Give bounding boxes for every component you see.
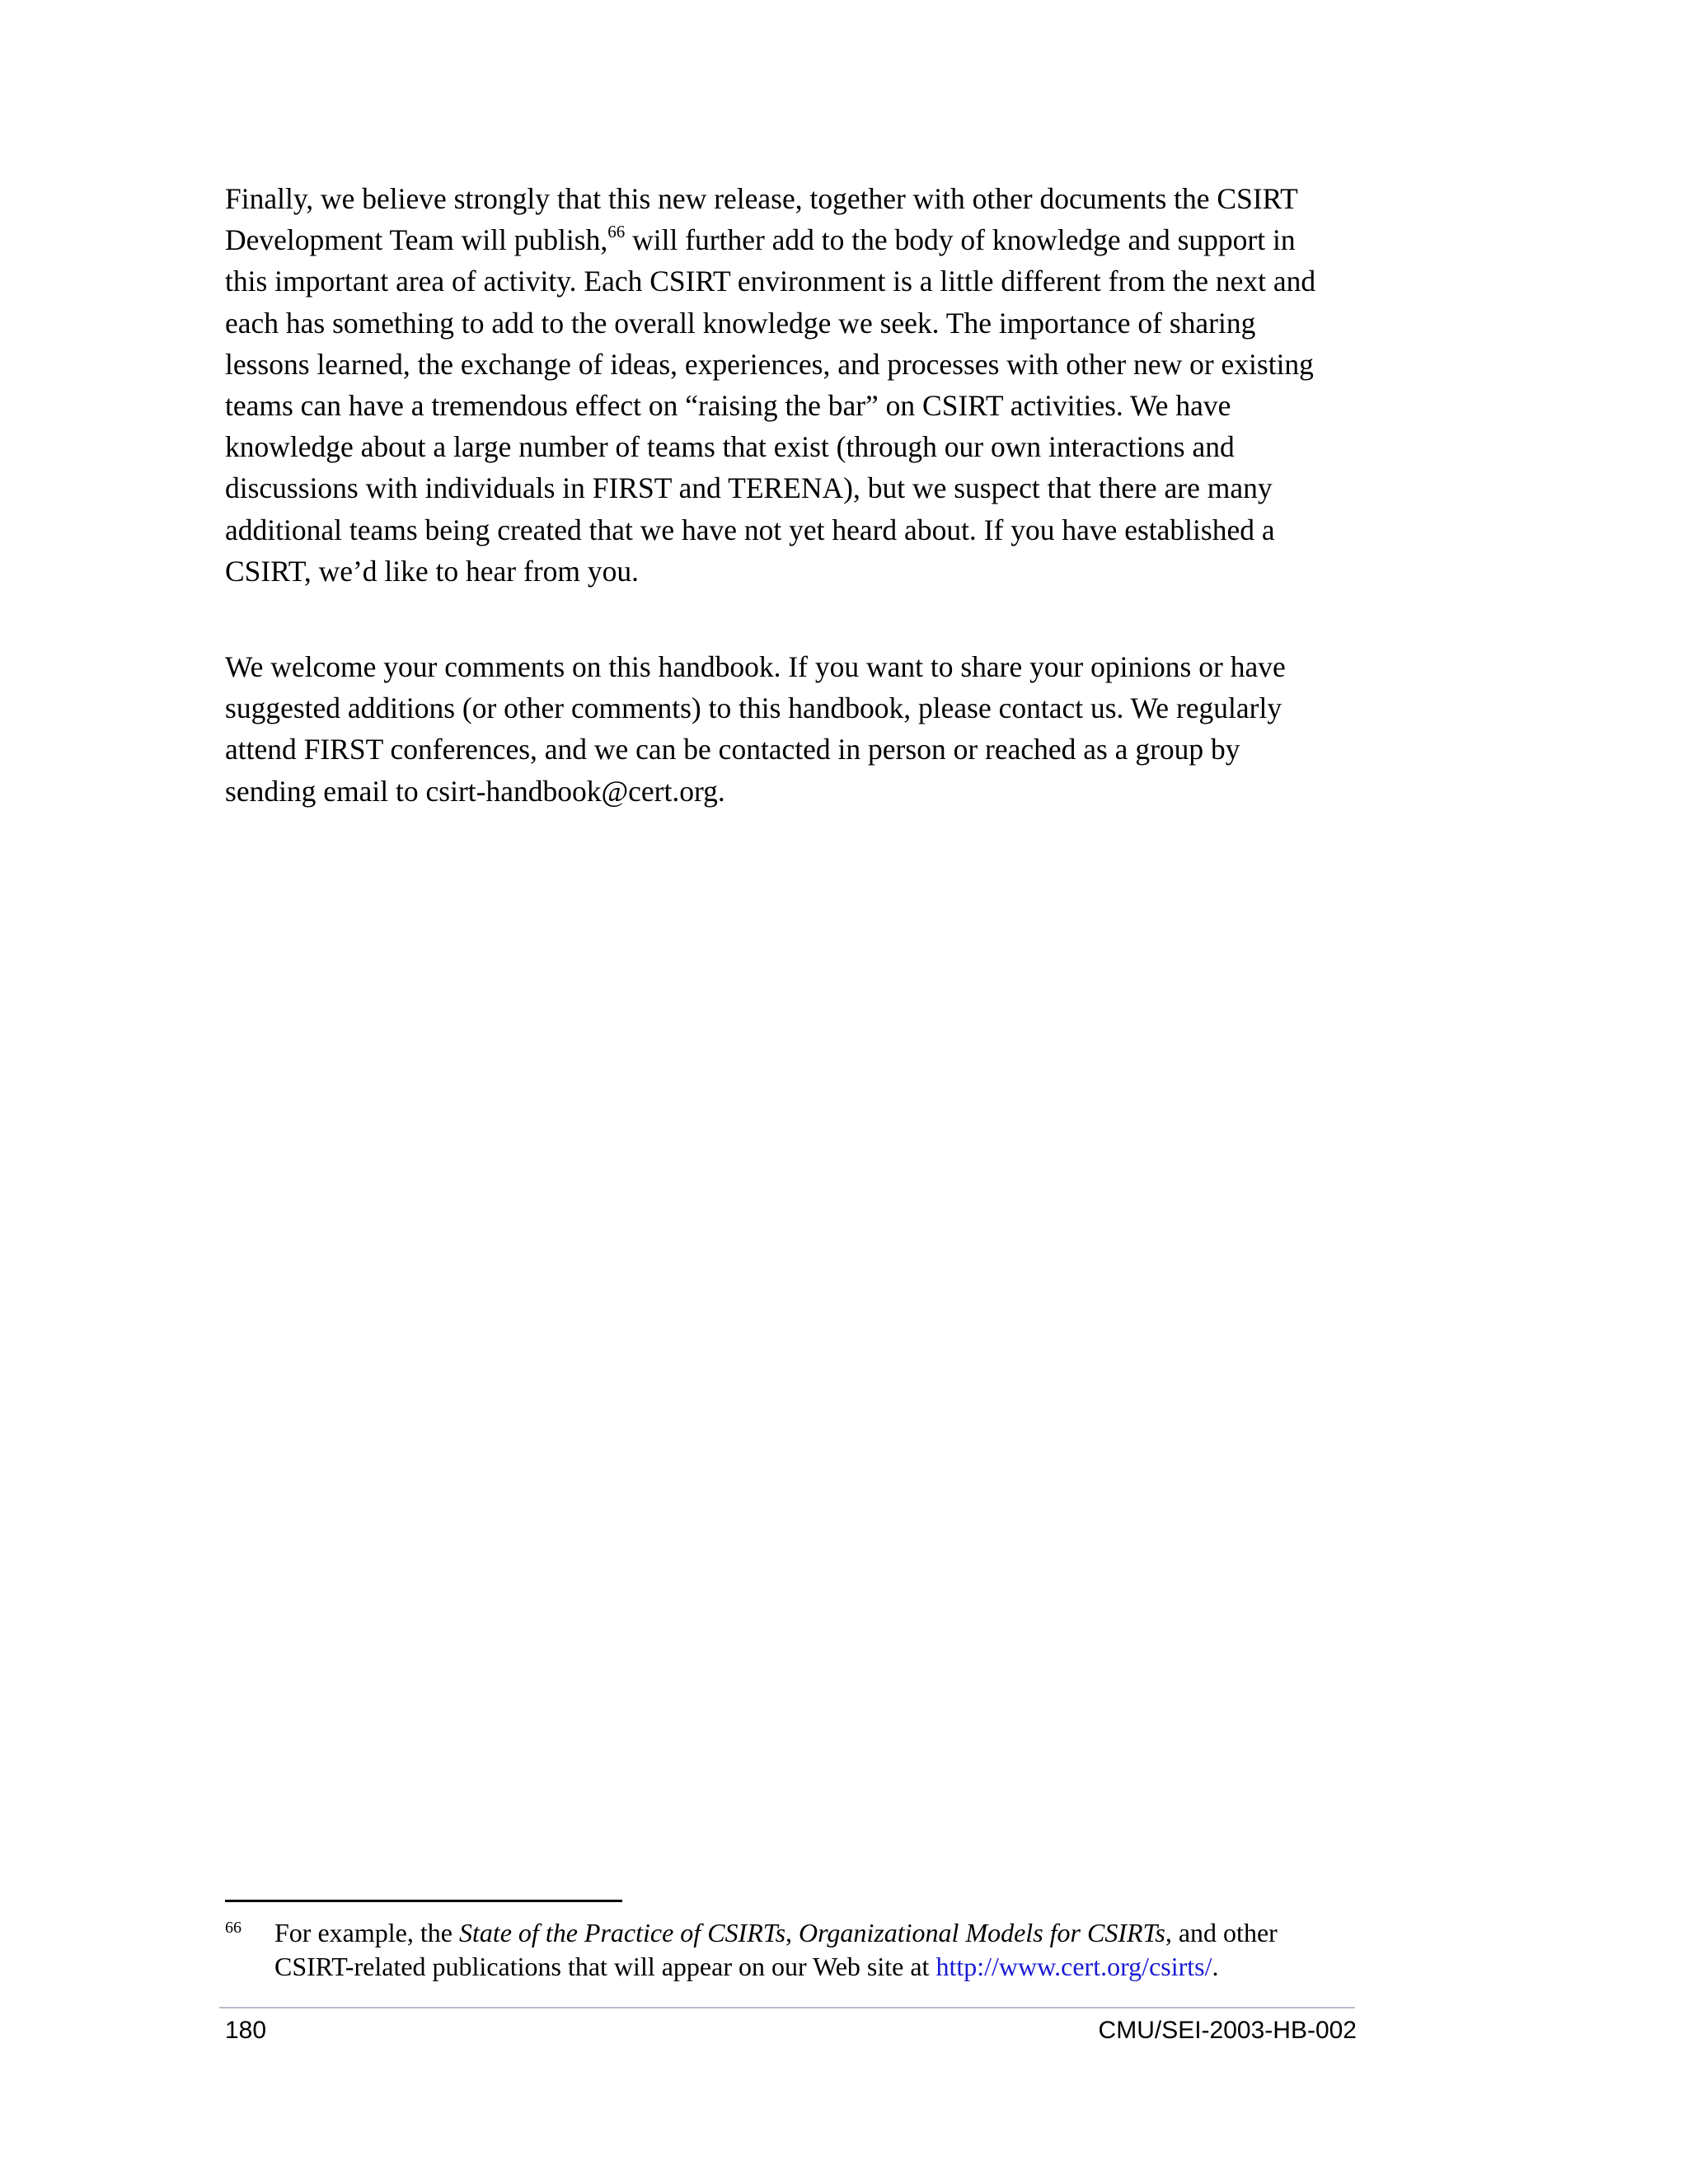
text-line: additional teams being created that we have not yet heard about. If you have established a: [225, 513, 1275, 546]
text-line: lessons learned, the exchange of ideas, experiences, and processes with other new or existing: [225, 347, 1314, 381]
footer-divider: [219, 2007, 1355, 2008]
text-line: Finally, we believe strongly that this new release, together with other documents the CSIRT: [225, 182, 1298, 215]
footnote-line: [274, 1916, 1379, 1950]
text-line: CSIRT, we’d like to hear from you.: [225, 554, 639, 588]
text-fragment: , and other: [1165, 1918, 1278, 1947]
page-number: 180: [225, 2017, 267, 2044]
text-fragment: CSIRT-related publications that will appear on our Web site at: [274, 1952, 936, 1981]
text-line: suggested additions (or other comments) to this handbook, please contact us. We regularly: [225, 691, 1282, 725]
text-line: each has something to add to the overall knowledge we seek. The importance of sharing: [225, 306, 1256, 340]
footnote-number: 66: [225, 1919, 241, 1937]
text-line: discussions with individuals in FIRST and TERENA), but we suspect that there are many: [225, 471, 1273, 505]
website-link[interactable]: http://www.cert.org/csirts/: [935, 1952, 1212, 1981]
body-paragraph-2: [225, 646, 1379, 812]
text-line: this important area of activity. Each CSIRT environment is a little different from the next and: [225, 265, 1316, 298]
footnote-line: [274, 1950, 1379, 1984]
text-fragment: Development Team will publish,: [225, 223, 608, 257]
text-fragment: .: [1212, 1952, 1219, 1981]
text-line: knowledge about a large number of teams that exist (through our own interactions and: [225, 430, 1235, 464]
footnote-reference[interactable]: 66: [607, 222, 626, 242]
text-line: teams can have a tremendous effect on “raising the bar” on CSIRT activities. We have: [225, 389, 1231, 423]
text-fragment: For example, the: [274, 1918, 459, 1947]
text-line: [225, 219, 1379, 260]
publication-title: State of the Practice of CSIRTs: [458, 1918, 786, 1947]
text-line: attend FIRST conferences, and we can be contacted in person or reached as a group by: [225, 733, 1240, 766]
footnote-text: [274, 1916, 1379, 1984]
body-paragraph-1: [225, 178, 1379, 592]
text-line: sending email to csirt-handbook@cert.org.: [225, 774, 725, 808]
footnote-divider: [225, 1900, 622, 1902]
text-fragment: ,: [785, 1918, 799, 1947]
text-line: We welcome your comments on this handbook. If you want to share your opinions or have: [225, 650, 1286, 683]
publication-title: Organizational Models for CSIRTs: [799, 1918, 1165, 1947]
document-id: CMU/SEI-2003-HB-002: [1098, 2017, 1357, 2044]
text-fragment: will further add to the body of knowledge and support in: [625, 223, 1296, 257]
